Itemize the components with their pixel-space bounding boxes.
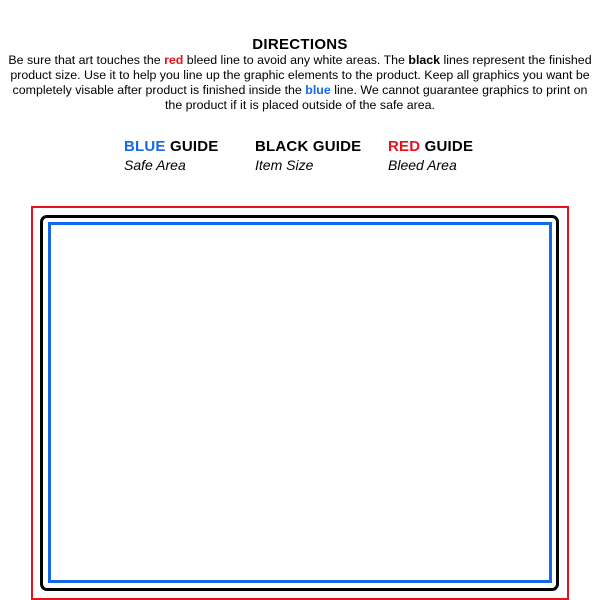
legend-blue-guide (124, 138, 219, 174)
legend-black-guide-word: GUIDE (308, 138, 362, 155)
legend-red-guide (388, 138, 473, 174)
safe-area-guide (48, 222, 552, 583)
page-title: DIRECTIONS (252, 36, 348, 53)
red-keyword: red (164, 53, 184, 67)
legend-red-color-word: RED (388, 138, 421, 155)
legend-blue-guide-word: GUIDE (165, 138, 219, 155)
legend-red-description: Bleed Area (388, 157, 457, 173)
legend-blue-description: Safe Area (124, 157, 186, 173)
legend-black-description: Item Size (255, 157, 314, 173)
legend-black-heading (255, 138, 361, 156)
directions-part-2: bleed line to avoid any white areas. The (183, 53, 409, 67)
legend-black-guide (255, 138, 361, 174)
legend-red-guide-word: GUIDE (420, 138, 474, 155)
black-keyword: black (408, 53, 441, 67)
directions-part-1: Be sure that art touches the (8, 53, 165, 67)
legend-blue-color-word: BLUE (124, 138, 166, 155)
legend-black-color-word: BLACK (255, 138, 309, 155)
legend-red-heading (388, 138, 473, 156)
directions-part-4: line. We cannot guarantee graphics to print on the product if it is placed outside of the safe area. (164, 83, 588, 112)
legend-blue-heading (124, 138, 219, 156)
blue-keyword: blue (305, 83, 331, 97)
directions-text (6, 53, 594, 113)
directions-part-3: lines represent the finished product size. Use it to help you line up the graphic elements to the product. Keep all graphics you want be completely visable after product is finished inside the (10, 53, 592, 97)
